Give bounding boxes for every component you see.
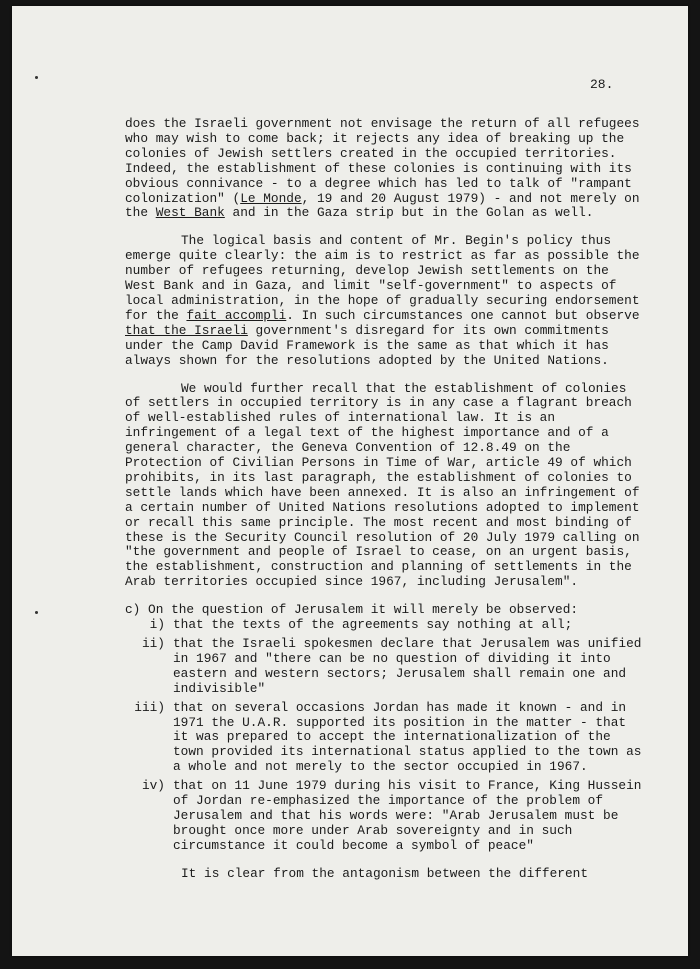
document-body	[125, 117, 645, 895]
paragraph-3: We would further recall that the establishment of colonies of settlers in occupied territory is in any case a flagrant breach of well-established rules of international law. It is an infringement of a legal text of the highest importance and of a general character, the Geneva Convention of 12.8.49 on the Protection of Civilian Persons in Time of War, article 49 of which prohibits, in its last paragraph, the establishment of colonies to settle lands which have been annexed. It is also an infringement of a certain number of United Nations resolutions adopted to implement or recall this same principle. The most recent and most binding of these is the Security Council resolution of 20 July 1979 calling on "the government and people of Israel to cease, on an urgent basis, the establishment, construction and planning of settlements in the Arab territories occupied since 1967, including Jerusalem".	[125, 380, 640, 590]
underlined-that-the-israeli: that the Israeli	[125, 322, 248, 338]
paragraph-1: does the Israeli government not envisage the return of all refugees who may wish to come back; it rejects any idea of breaking up the colonies of Jewish settlers created in the occupied territories. Indeed, the establishment of these colonies is continuing with its obvious connivance - to a degree which has led to talk of "rampant colonization" (Le Monde, 19 and 20 August 1979) - and not merely on the West Bank and in the Gaza strip but in the Golan as well.	[125, 116, 640, 221]
jerusalem-observations-list	[125, 618, 645, 854]
list-item: i) that the texts of the agreements say nothing at all;	[149, 617, 573, 633]
list-item: iii) that on several occasions Jordan has made it known - and in 1971 the U.A.R. supported its position in the matter - that it was prepared to accept the internationalization of the town provided its international status applied to the town as a whole and not merely to the sector occupied in 1967.	[134, 699, 642, 775]
paragraph-last: It is clear from the antagonism between the different	[181, 865, 589, 881]
paragraph-2: The logical basis and content of Mr. Begin's policy thus emerge quite clearly: the aim is to restrict as far as possible the number of refugees returning, develop Jewish settlements on the West Bank and in Gaza, and limit "self-government" to aspects of local administration, in the hope of gradually securing endorsement for the fait accompli. In such circumstances one cannot but observe that the Israeli government's disregard for its own commitments under the Camp David Framework is the same as that which it has always shown for the resolutions adopted by the United Nations.	[125, 233, 640, 368]
underlined-fait-accompli: fait accompli	[186, 307, 287, 323]
punch-mark	[35, 611, 38, 614]
page-number: 28.	[590, 77, 614, 92]
citation-le-monde: Le Monde	[240, 190, 302, 206]
section-c-heading: c) On the question of Jerusalem it will merely be observed:	[125, 602, 579, 618]
list-item: ii) that the Israeli spokesmen declare that Jerusalem was unified in 1967 and "there can be no question of dividing it into eastern and western sectors; Jerusalem shall remain one and indivisible"	[141, 636, 642, 696]
punch-mark	[35, 76, 38, 79]
list-item: iv) that on 11 June 1979 during his visit to France, King Hussein of Jordan re-emphasized the importance of the problem of Jerusalem and that his words were: "Arab Jerusalem must be brought once more under Arab sovereignty and in such circumstance it could become a symbol of peace"	[141, 778, 642, 853]
underlined-west-bank: West Bank	[155, 205, 225, 221]
